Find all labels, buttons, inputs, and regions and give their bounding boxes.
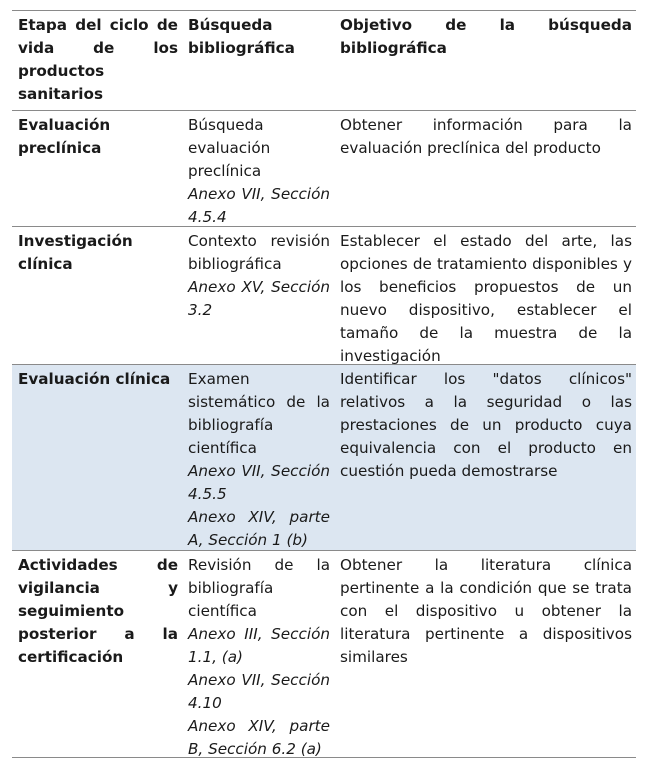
stage-cell: Actividades de vigilancia y seguimiento posterior a la certificación (18, 556, 178, 666)
regulation-reference: Anexo XIV, parte B, Sección 6.2 (a) (188, 717, 330, 758)
header-search: Búsqueda bibliográfica (188, 16, 295, 57)
stage-cell: Evaluación clínica (18, 370, 171, 388)
search-cell (182, 365, 334, 550)
header-stage: Etapa del ciclo de vida de los productos sanitarios (18, 16, 178, 103)
search-cell (182, 551, 334, 757)
table-row (12, 111, 636, 227)
table-header-row (12, 10, 636, 111)
regulation-reference: Anexo VII, Sección 4.5.4 (188, 185, 330, 226)
regulation-reference: Anexo XV, Sección 3.2 (188, 278, 330, 319)
search-text: Examen sistemático de la bibliografía científica (188, 370, 330, 457)
regulation-reference: Anexo III, Sección 1.1, (a) (188, 625, 330, 666)
regulation-reference: Anexo XIV, parte A, Sección 1 (b) (188, 508, 330, 549)
search-cell (182, 227, 334, 364)
stage-cell: Evaluación preclínica (18, 116, 111, 157)
header-objective: Objetivo de la búsqueda bibliográfica (340, 16, 632, 57)
table-row (12, 365, 636, 551)
objective-cell: Obtener información para la evaluación preclínica del producto (340, 116, 632, 157)
table-row (12, 551, 636, 758)
search-text: Búsqueda evaluación preclínica (188, 116, 271, 180)
objective-cell: Obtener la literatura clínica pertinente a la condición que se trata con el dispositivo u obtener la literatura pertinente a dispositivos similares (340, 556, 632, 666)
regulation-reference: Anexo VII, Sección 4.10 (188, 671, 330, 712)
search-text: Contexto revisión bibliográfica (188, 232, 330, 273)
objective-cell: Establecer el estado del arte, las opciones de tratamiento disponibles y los beneficios propuestos de un nuevo dispositivo, establecer el tamaño de la muestra de la investigación (340, 232, 632, 365)
stage-cell: Investigación clínica (18, 232, 133, 273)
regulation-reference: Anexo VII, Sección 4.5.5 (188, 462, 330, 503)
search-text: Revisión de la bibliografía científica (188, 556, 330, 620)
search-cell (182, 111, 334, 226)
table-row (12, 227, 636, 365)
lifecycle-literature-table (12, 10, 636, 758)
objective-cell: Identificar los "datos clínicos" relativos a la seguridad o las prestaciones de un producto cuya equivalencia con el producto en cuestión pueda demostrarse (340, 370, 632, 480)
